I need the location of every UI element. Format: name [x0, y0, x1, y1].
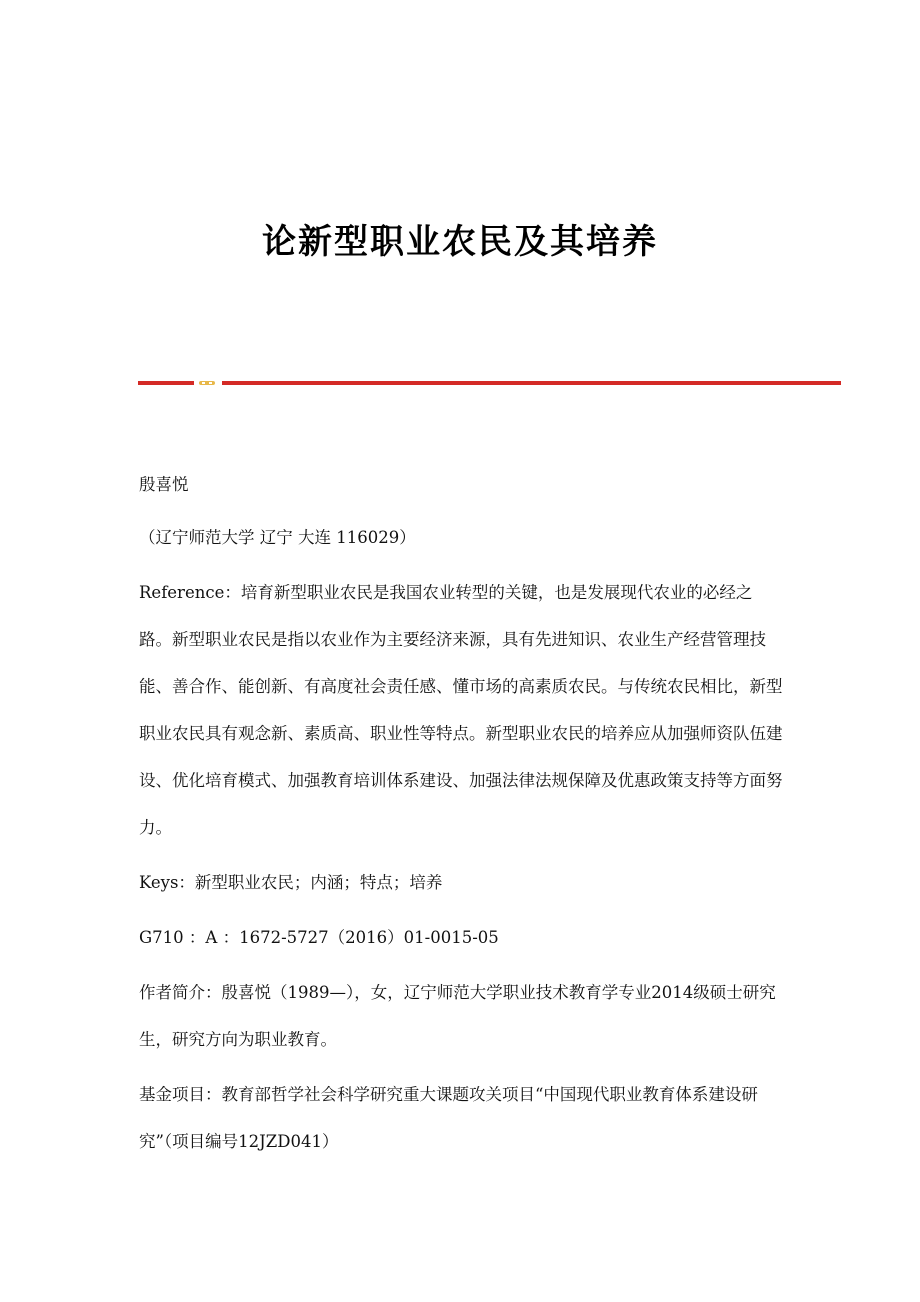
divider-ornament-icon: [198, 380, 216, 386]
title-divider: [138, 380, 841, 386]
abstract-paragraph: Reference：培育新型职业农民是我国农业转型的关键，也是发展现代农业的必经之路。新型职业农民是指以农业作为主要经济来源，具有先进知识、农业生产经营管理技能、善合作、能创新、有高度社会责任感、懂市场的高素质农民。与传统农民相比，新型职业农民具有观念新、素质高、职业性等特点。新型职业农民的培养应从加强师资队伍建设、优化培育模式、加强教育培训体系建设、加强法律法规保障及优惠政策支持等方面努力。: [139, 583, 783, 837]
divider-left-segment: [138, 381, 194, 385]
author-name: 殷喜悦: [139, 475, 189, 494]
classification-line: G710 ：A ：1672-5727（2016）01-0015-05: [139, 928, 499, 947]
author-affiliation: （辽宁师范大学 辽宁 大连 116029）: [139, 528, 416, 547]
keywords-line: Keys：新型职业农民；内涵；特点；培养: [139, 873, 443, 892]
author-bio-paragraph: 作者简介：殷喜悦（1989—），女，辽宁师范大学职业技术教育学专业2014级硕士研究生，研究方向为职业教育。: [139, 983, 776, 1049]
document-title: 论新型职业农民及其培养: [262, 222, 658, 262]
divider-right-segment: [222, 381, 841, 385]
funding-paragraph: 基金项目：教育部哲学社会科学研究重大课题攻关项目“中国现代职业教育体系建设研究”（项目编号12JZD041）: [139, 1085, 758, 1151]
document-body: [139, 470, 784, 1182]
